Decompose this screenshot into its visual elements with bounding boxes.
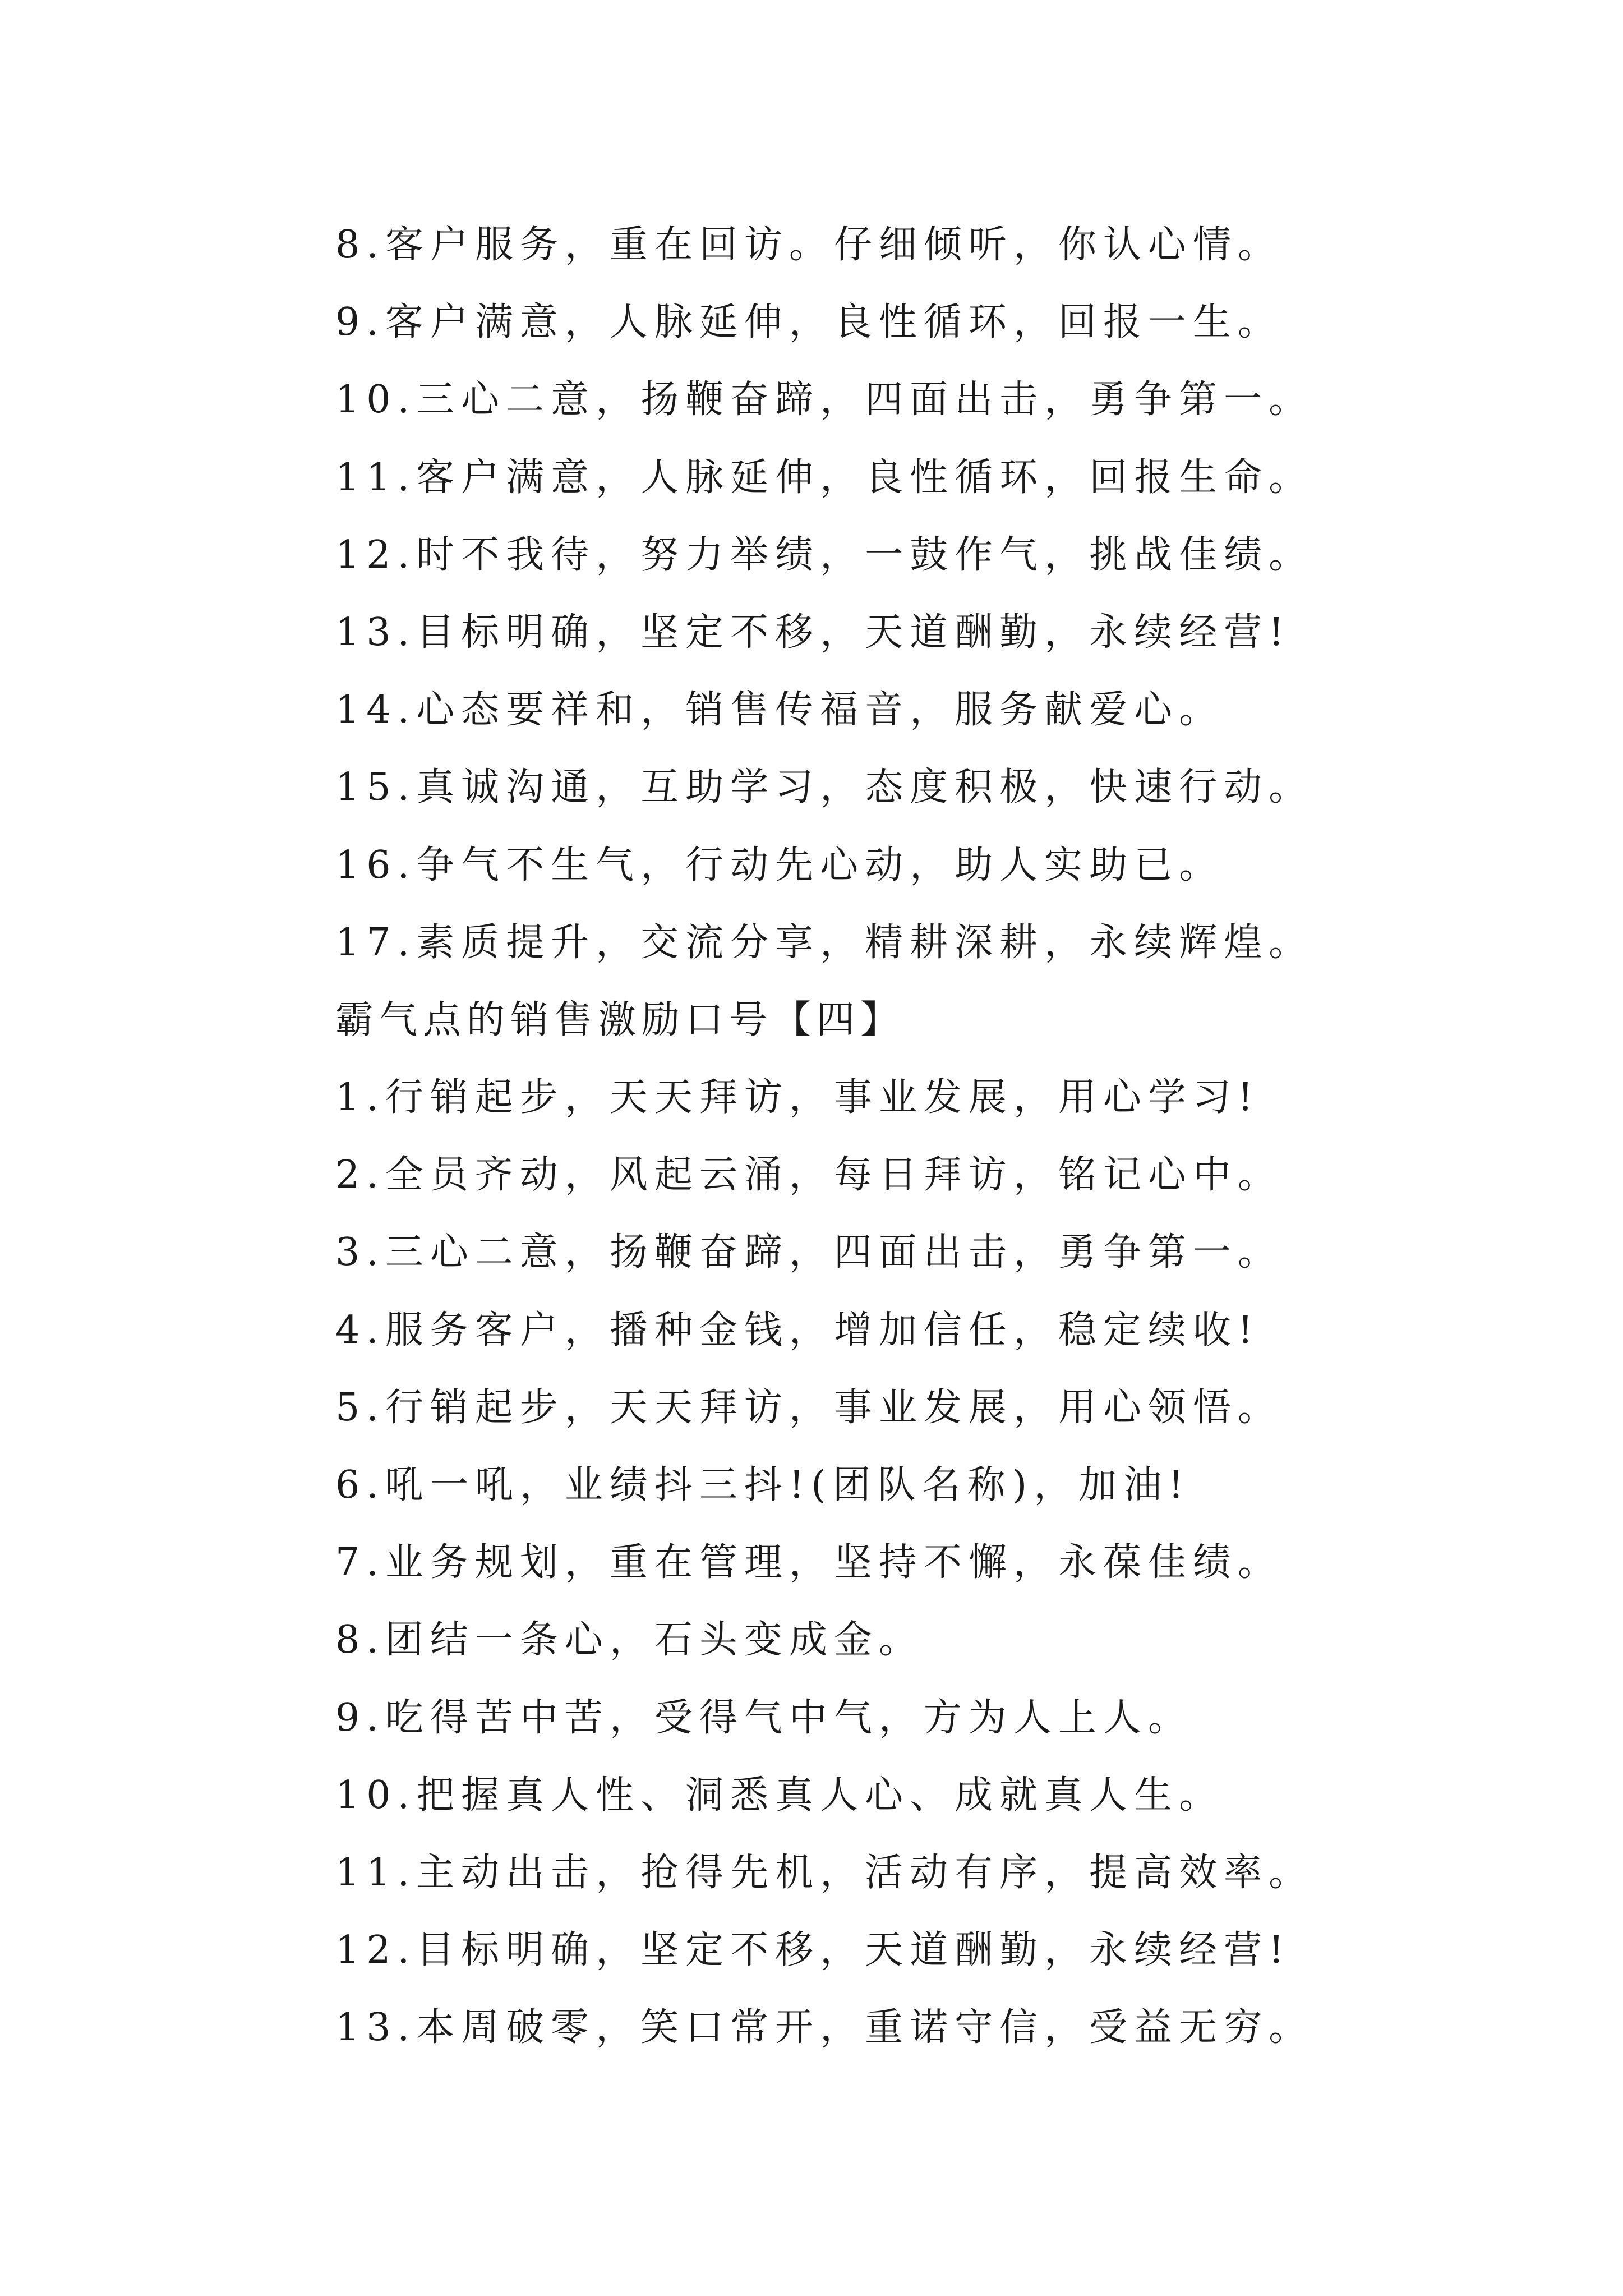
list-item: 10.三心二意，扬鞭奋蹄，四面出击，勇争第一。 xyxy=(335,378,1314,422)
list-item: 11.主动出击，抢得先机，活动有序，提高效率。 xyxy=(335,1850,1314,1895)
list-item: 9.客户满意，人脉延伸，良性循环，回报一生。 xyxy=(335,300,1283,345)
list-item: 7.业务规划，重在管理，坚持不懈，永葆佳绩。 xyxy=(335,1540,1283,1585)
list-item: 13.本周破零，笑口常开，重诺守信，受益无穷。 xyxy=(335,2005,1314,2050)
section-heading: 霸气点的销售激励口号【四】 xyxy=(335,997,905,1042)
slogan-list xyxy=(335,206,1569,2067)
list-item: 3.三心二意，扬鞭奋蹄，四面出击，勇争第一。 xyxy=(335,1230,1283,1275)
list-item: 2.全员齐动，风起云涌，每日拜访，铭记心中。 xyxy=(335,1153,1283,1198)
list-item: 12.时不我待，努力举绩，一鼓作气，挑战佳绩。 xyxy=(335,532,1314,577)
list-item: 16.争气不生气，行动先心动，助人实助已。 xyxy=(335,843,1224,887)
list-item: 9.吃得苦中苦，受得气中气，方为人上人。 xyxy=(335,1695,1193,1740)
list-item: 4.服务客户，播种金钱，增加信任，稳定续收! xyxy=(335,1308,1260,1352)
list-item: 10.把握真人性、洞悉真人心、成就真人生。 xyxy=(335,1773,1224,1818)
list-item: 5.行销起步，天天拜访，事业发展，用心领悟。 xyxy=(335,1385,1283,1430)
list-item: 8.团结一条心，石头变成金。 xyxy=(335,1618,924,1663)
list-item: 17.素质提升，交流分享，精耕深耕，永续辉煌。 xyxy=(335,920,1314,965)
list-item: 14.心态要祥和，销售传福音，服务献爱心。 xyxy=(335,688,1224,733)
list-item: 1.行销起步，天天拜访，事业发展，用心学习! xyxy=(335,1075,1260,1120)
list-item: 8.客户服务，重在回访。仔细倾听，你认心情。 xyxy=(335,223,1283,267)
list-item: 12.目标明确，坚定不移，天道酬勤，永续经营! xyxy=(335,1928,1291,1973)
list-item: 13.目标明确，坚定不移，天道酬勤，永续经营! xyxy=(335,610,1291,655)
list-item: 6.吼一吼，业绩抖三抖!(团队名称)，加油! xyxy=(335,1463,1191,1507)
list-item: 11.客户满意，人脉延伸，良性循环，回报生命。 xyxy=(335,455,1314,500)
list-item: 15.真诚沟通，互助学习，态度积极，快速行动。 xyxy=(335,765,1314,810)
